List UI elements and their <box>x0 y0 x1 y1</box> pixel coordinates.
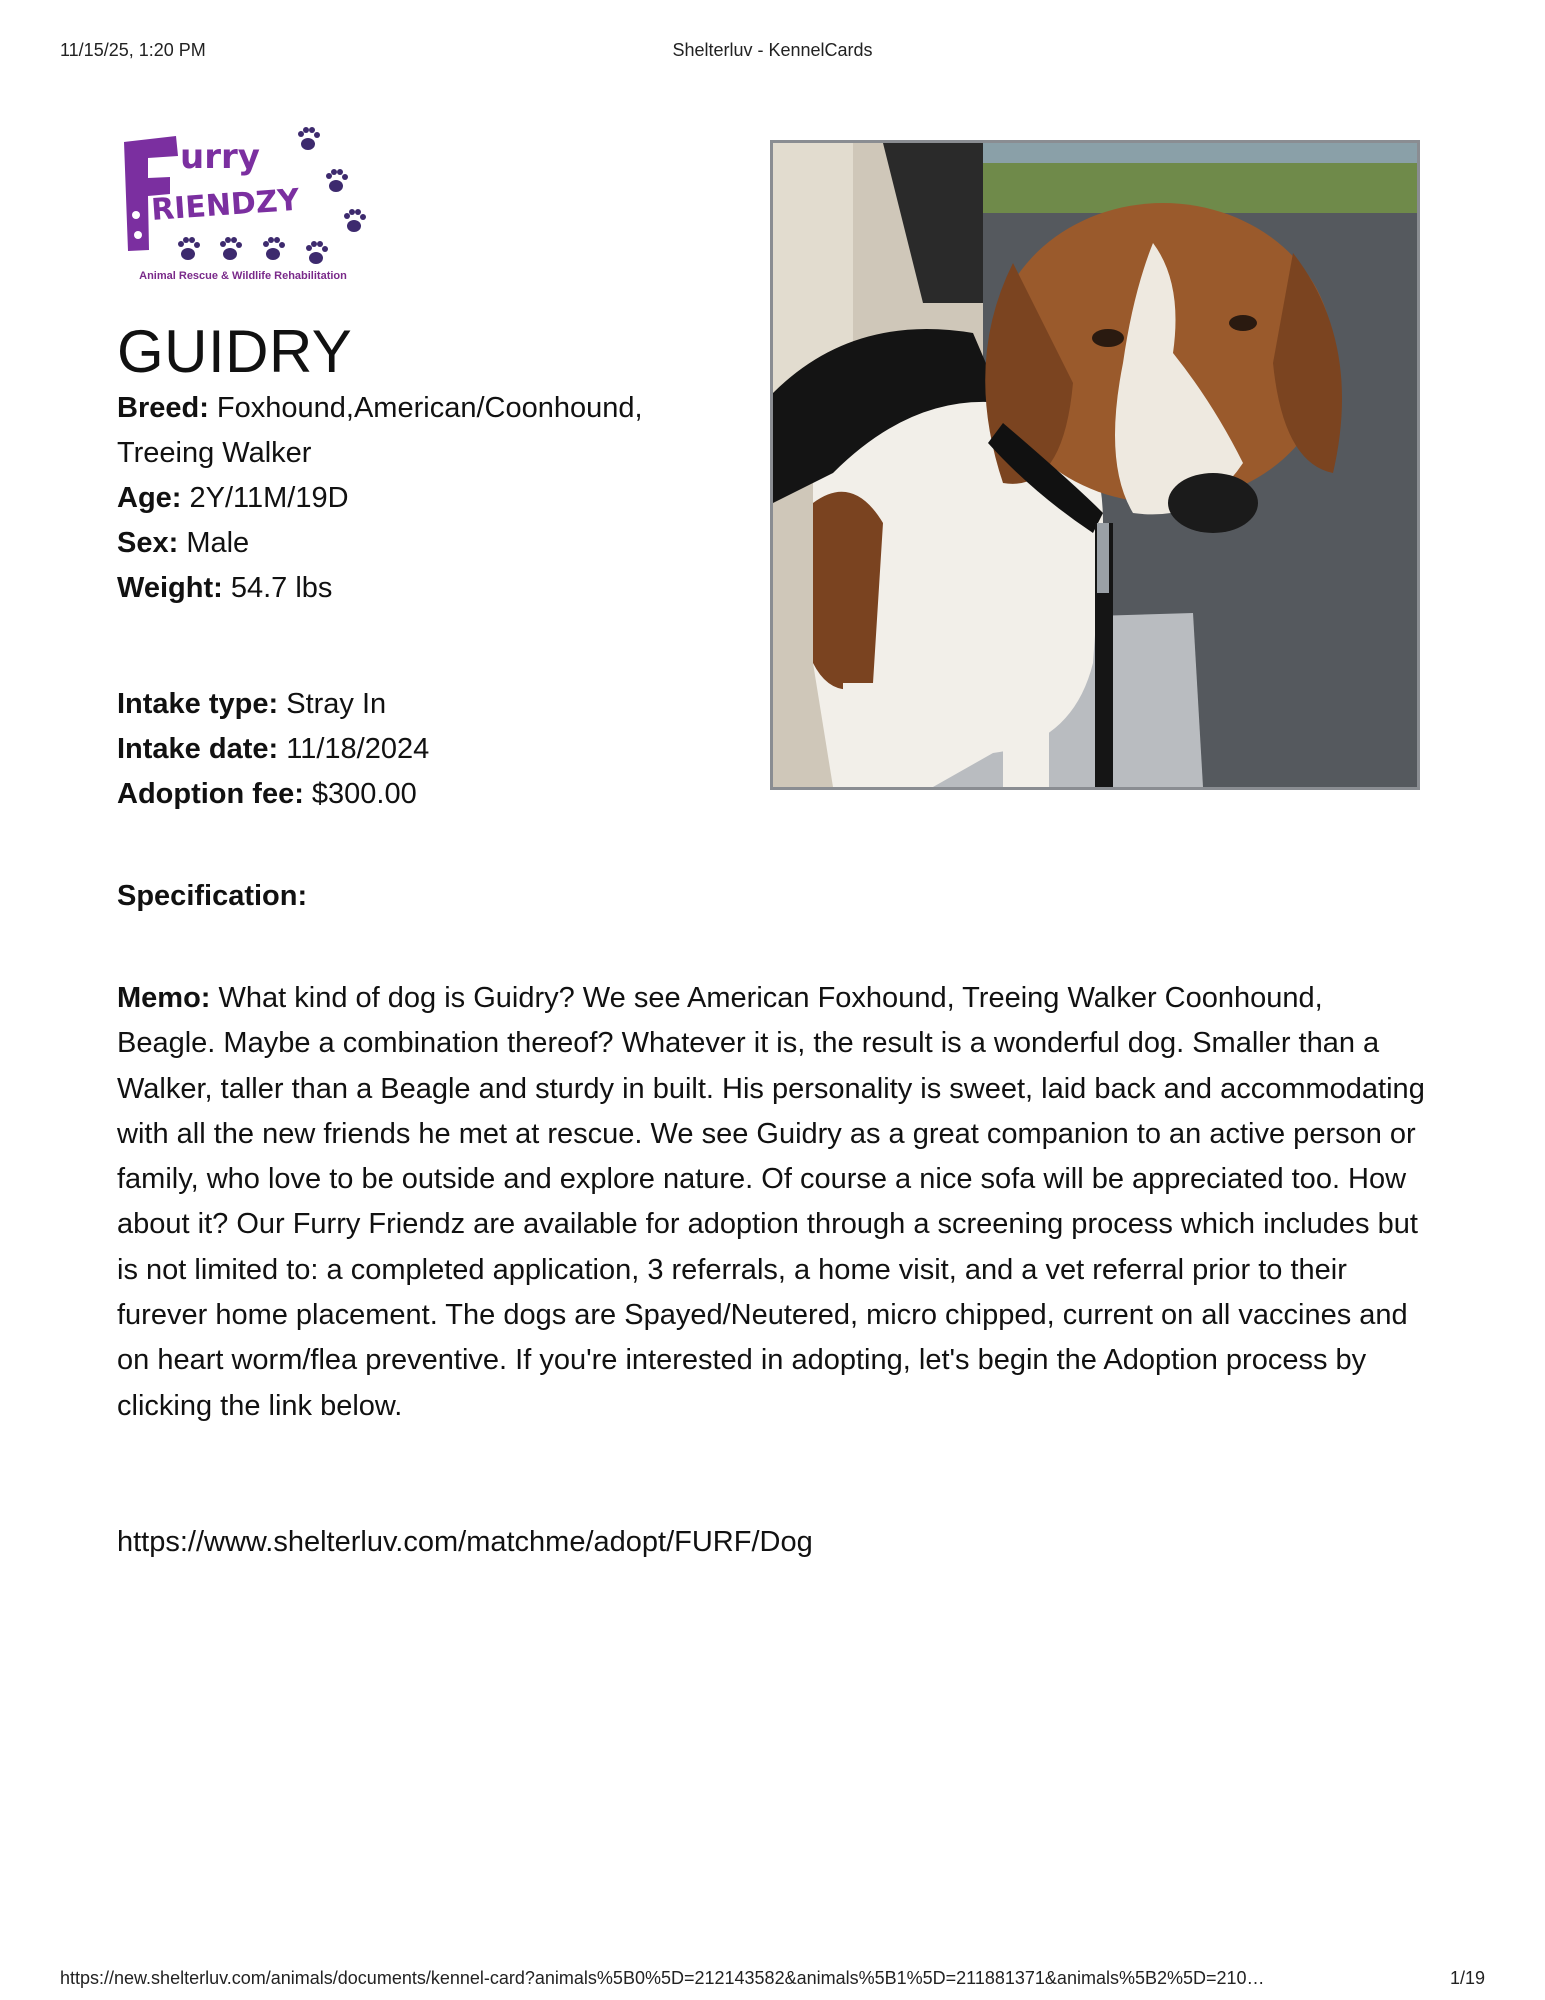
print-url: https://new.shelterluv.com/animals/documents/kennel-card?animals%5B0%5D=212143582&animals%5B1%5D=211881371&animals%5B2%5D=210… <box>60 1968 1265 1988</box>
svg-text:RIENDZY: RIENDZY <box>150 182 301 228</box>
adoption-link[interactable]: https://www.shelterluv.com/matchme/adopt/FURF/Dog <box>117 1526 813 1558</box>
dog-photo-graphic <box>773 143 1417 787</box>
weight-label: Weight: <box>117 572 223 604</box>
breed-label: Breed: <box>117 392 209 424</box>
sex-value: Male <box>186 527 250 559</box>
intake-date-label: Intake date: <box>117 733 279 765</box>
intake-details <box>117 682 717 817</box>
print-footer <box>0 1968 1545 1992</box>
breed-row <box>117 386 717 476</box>
logo-tagline: Animal Rescue & Wildlife Rehabilitation <box>139 270 347 282</box>
weight-row <box>117 566 717 611</box>
sex-label: Sex: <box>117 527 179 559</box>
intake-type-value: Stray In <box>286 688 387 720</box>
specification-label: Specification: <box>117 880 308 912</box>
intake-date-value: 11/18/2024 <box>286 733 430 765</box>
dog-name: GUIDRY <box>117 318 353 385</box>
dog-photo <box>770 140 1420 790</box>
intake-type-label: Intake type: <box>117 688 279 720</box>
page-number: 1/19 <box>1449 1968 1485 1988</box>
print-datetime: 11/15/25, 1:20 PM <box>60 40 206 60</box>
sex-row <box>117 521 717 566</box>
memo-label: Memo: <box>117 982 211 1014</box>
age-row <box>117 476 717 521</box>
adoption-fee-value: $300.00 <box>311 778 417 810</box>
adoption-fee-row <box>117 772 717 817</box>
furry-friendzy-logo <box>118 120 368 290</box>
intake-date-row <box>117 727 717 772</box>
print-page-title: Shelterluv - KennelCards <box>672 40 873 60</box>
age-value: 2Y/11M/19D <box>189 482 349 514</box>
logo-graphic <box>118 120 368 270</box>
weight-value: 54.7 lbs <box>230 572 333 604</box>
print-header <box>0 40 1545 64</box>
memo-text: What kind of dog is Guidry? We see American Foxhound, Treeing Walker Coonhound, Beagle. Maybe a combination thereof? Whatever it is, the result is a wonderful dog. Smaller than a Walker, taller than a Beagle and sturdy in built. His personality is sweet, laid back and accommodating with all the new friends he met at rescue. We see Guidry as a great companion to an active person or family, who love to be outside and explore nature. Of course a nice sofa will be appreciated too. How about it? Our Furry Friendz are available for adoption through a screening process which includes but is not limited to: a completed application, 3 referrals, a home visit, and a vet referral prior to their furever home placement. The dogs are Spayed/Neutered, micro chipped, current on all vaccines and on heart worm/flea preventive. If you're interested in adopting, let's begin the Adoption process by clicking the link below. <box>117 982 1425 1422</box>
breed-value: Foxhound,American/Coonhound, Treeing Walker <box>117 392 643 469</box>
intake-type-row <box>117 682 717 727</box>
adoption-fee-label: Adoption fee: <box>117 778 304 810</box>
svg-text:urry: urry <box>180 137 260 177</box>
animal-details <box>117 386 717 611</box>
memo <box>117 976 1427 1429</box>
age-label: Age: <box>117 482 182 514</box>
